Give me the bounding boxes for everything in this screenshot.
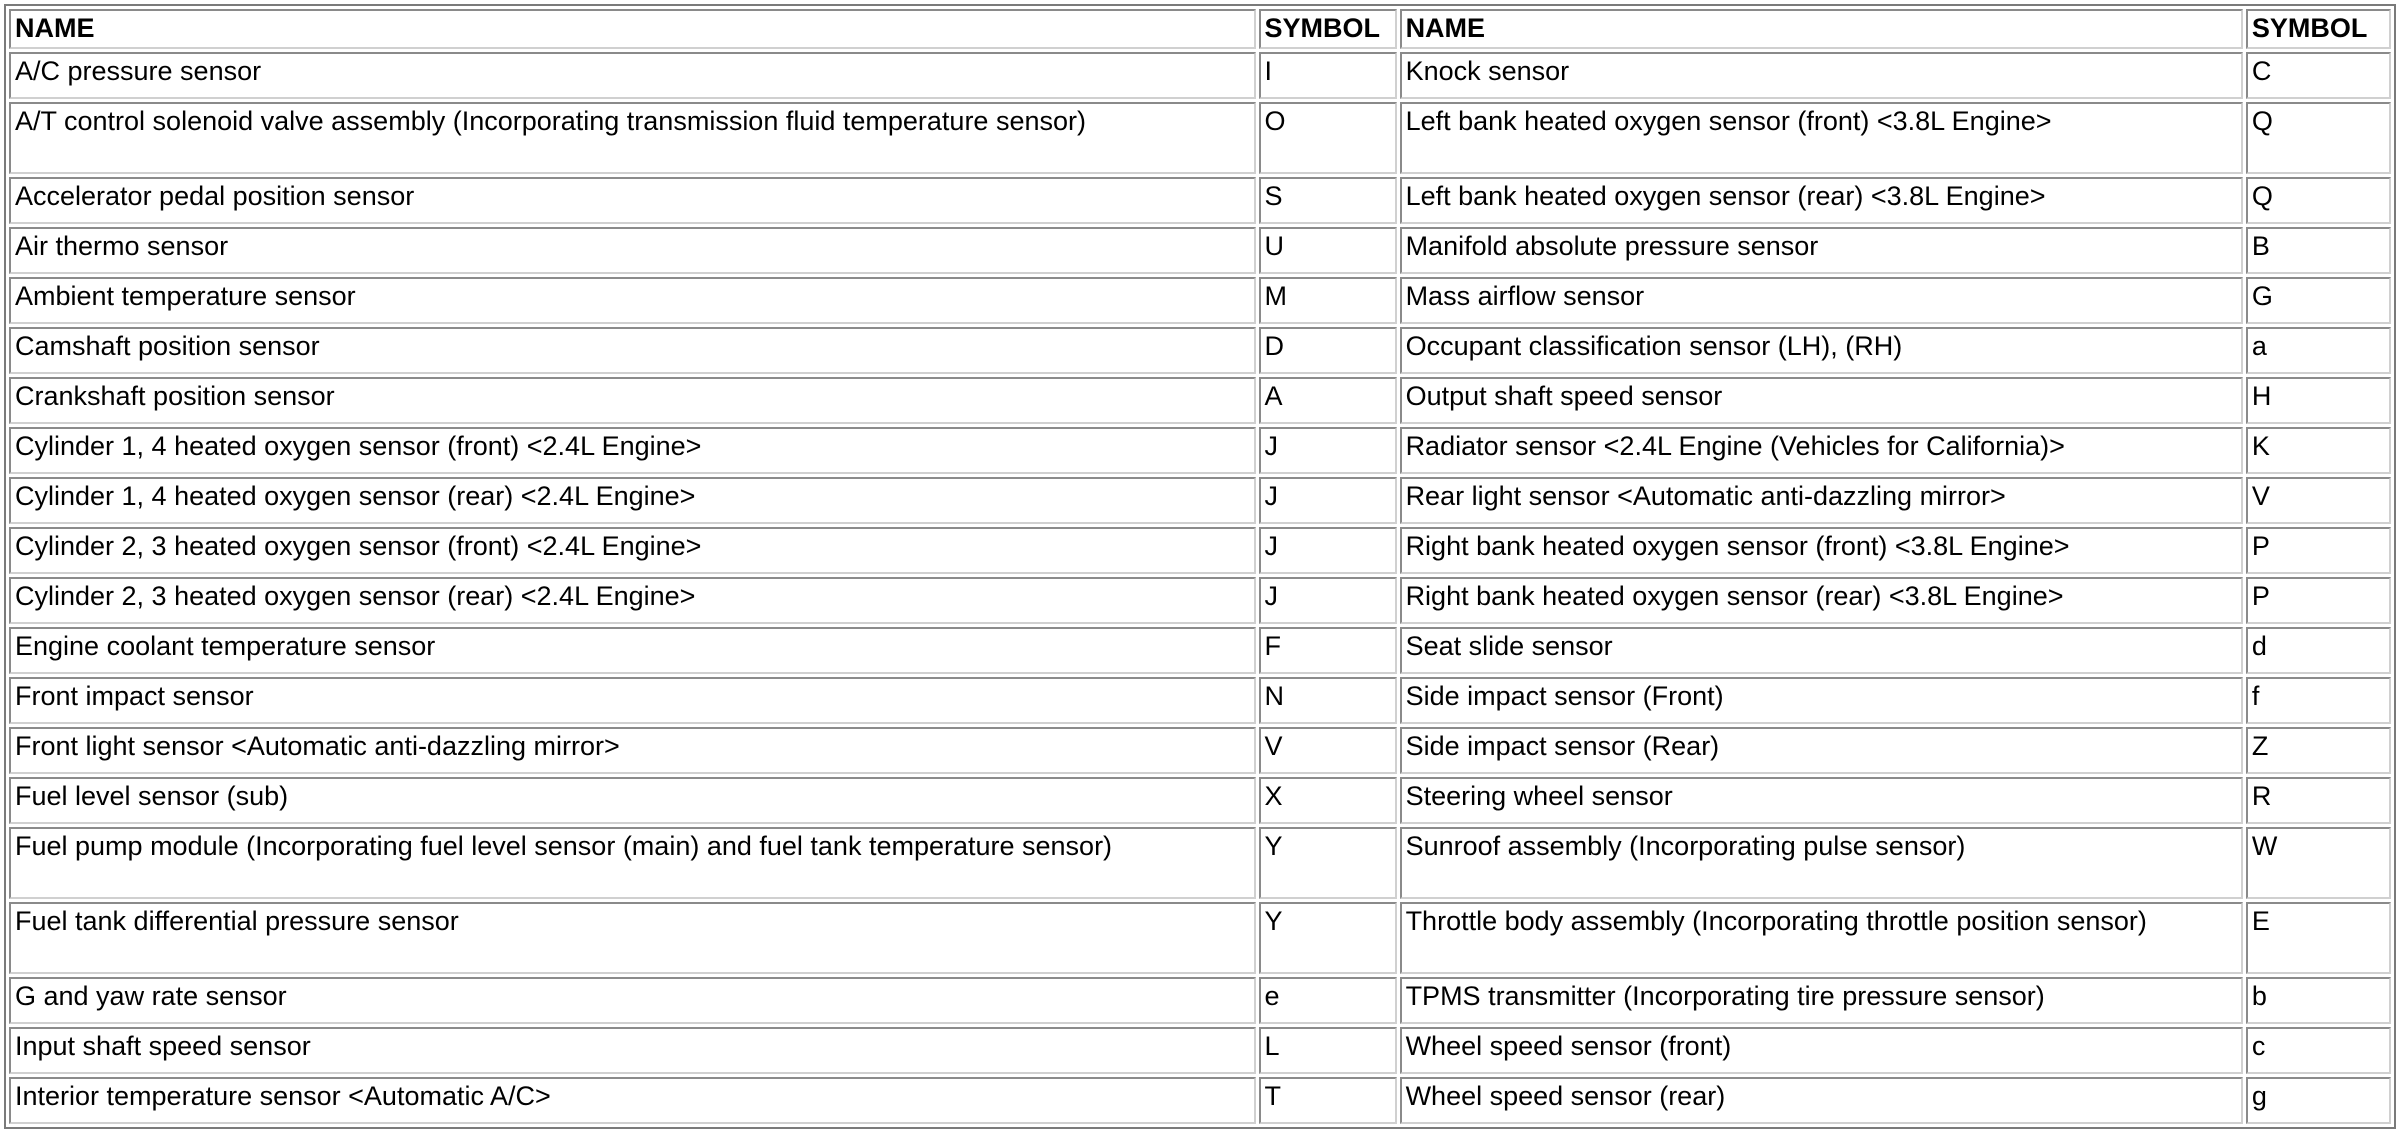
left-name-cell: Ambient temperature sensor xyxy=(9,277,1256,324)
left-symbol-cell: A xyxy=(1259,377,1397,424)
left-name-cell: Cylinder 2, 3 heated oxygen sensor (front) <2.4L Engine> xyxy=(9,527,1256,574)
left-name-cell: Engine coolant temperature sensor xyxy=(9,627,1256,674)
right-name-cell: Radiator sensor <2.4L Engine (Vehicles for California)> xyxy=(1400,427,2243,474)
left-symbol-cell: Y xyxy=(1259,902,1397,974)
column-header-symbol-right: SYMBOL xyxy=(2246,9,2391,49)
right-name-cell: Side impact sensor (Rear) xyxy=(1400,727,2243,774)
left-name-cell: Cylinder 2, 3 heated oxygen sensor (rear) <2.4L Engine> xyxy=(9,577,1256,624)
right-symbol-cell: B xyxy=(2246,227,2391,274)
table-row xyxy=(9,627,2391,674)
right-name-cell: Sunroof assembly (Incorporating pulse sensor) xyxy=(1400,827,2243,899)
left-name-cell: G and yaw rate sensor xyxy=(9,977,1256,1024)
right-name-cell: Occupant classification sensor (LH), (RH) xyxy=(1400,327,2243,374)
sensor-symbol-table xyxy=(4,4,2396,1129)
table-row xyxy=(9,1027,2391,1074)
left-symbol-cell: V xyxy=(1259,727,1397,774)
left-name-cell: A/T control solenoid valve assembly (Incorporating transmission fluid temperature sensor) xyxy=(9,102,1256,174)
table-row xyxy=(9,777,2391,824)
right-name-cell: Right bank heated oxygen sensor (rear) <3.8L Engine> xyxy=(1400,577,2243,624)
table-row xyxy=(9,1077,2391,1124)
table-header-row xyxy=(9,9,2391,49)
right-symbol-cell: a xyxy=(2246,327,2391,374)
right-name-cell: Mass airflow sensor xyxy=(1400,277,2243,324)
right-name-cell: Seat slide sensor xyxy=(1400,627,2243,674)
left-name-cell: Interior temperature sensor <Automatic A/C> xyxy=(9,1077,1256,1124)
right-name-cell: Wheel speed sensor (front) xyxy=(1400,1027,2243,1074)
left-symbol-cell: I xyxy=(1259,52,1397,99)
column-header-symbol-left: SYMBOL xyxy=(1259,9,1397,49)
right-symbol-cell: c xyxy=(2246,1027,2391,1074)
left-symbol-cell: S xyxy=(1259,177,1397,224)
left-symbol-cell: O xyxy=(1259,102,1397,174)
table-row xyxy=(9,902,2391,974)
left-name-cell: Camshaft position sensor xyxy=(9,327,1256,374)
left-name-cell: Air thermo sensor xyxy=(9,227,1256,274)
left-symbol-cell: F xyxy=(1259,627,1397,674)
table-row xyxy=(9,277,2391,324)
table-row xyxy=(9,227,2391,274)
right-name-cell: TPMS transmitter (Incorporating tire pressure sensor) xyxy=(1400,977,2243,1024)
left-symbol-cell: U xyxy=(1259,227,1397,274)
left-symbol-cell: J xyxy=(1259,427,1397,474)
right-name-cell: Left bank heated oxygen sensor (front) <3.8L Engine> xyxy=(1400,102,2243,174)
table-row xyxy=(9,102,2391,174)
sensor-table-container xyxy=(4,4,2396,1129)
left-symbol-cell: N xyxy=(1259,677,1397,724)
table-row xyxy=(9,827,2391,899)
right-symbol-cell: E xyxy=(2246,902,2391,974)
right-symbol-cell: R xyxy=(2246,777,2391,824)
left-name-cell: Fuel pump module (Incorporating fuel level sensor (main) and fuel tank temperature sensor) xyxy=(9,827,1256,899)
right-symbol-cell: H xyxy=(2246,377,2391,424)
table-row xyxy=(9,977,2391,1024)
table-row xyxy=(9,327,2391,374)
left-name-cell: Front impact sensor xyxy=(9,677,1256,724)
left-symbol-cell: T xyxy=(1259,1077,1397,1124)
left-name-cell: Fuel level sensor (sub) xyxy=(9,777,1256,824)
right-symbol-cell: Q xyxy=(2246,102,2391,174)
column-header-name-left: NAME xyxy=(9,9,1256,49)
left-name-cell: Input shaft speed sensor xyxy=(9,1027,1256,1074)
right-symbol-cell: W xyxy=(2246,827,2391,899)
left-name-cell: Accelerator pedal position sensor xyxy=(9,177,1256,224)
left-symbol-cell: L xyxy=(1259,1027,1397,1074)
left-symbol-cell: J xyxy=(1259,527,1397,574)
left-name-cell: Cylinder 1, 4 heated oxygen sensor (rear) <2.4L Engine> xyxy=(9,477,1256,524)
right-name-cell: Side impact sensor (Front) xyxy=(1400,677,2243,724)
left-symbol-cell: J xyxy=(1259,577,1397,624)
right-symbol-cell: b xyxy=(2246,977,2391,1024)
right-name-cell: Steering wheel sensor xyxy=(1400,777,2243,824)
right-name-cell: Throttle body assembly (Incorporating throttle position sensor) xyxy=(1400,902,2243,974)
right-name-cell: Left bank heated oxygen sensor (rear) <3.8L Engine> xyxy=(1400,177,2243,224)
left-name-cell: Fuel tank differential pressure sensor xyxy=(9,902,1256,974)
table-row xyxy=(9,427,2391,474)
table-row xyxy=(9,477,2391,524)
left-symbol-cell: e xyxy=(1259,977,1397,1024)
right-symbol-cell: g xyxy=(2246,1077,2391,1124)
table-row xyxy=(9,377,2391,424)
left-name-cell: Cylinder 1, 4 heated oxygen sensor (front) <2.4L Engine> xyxy=(9,427,1256,474)
left-symbol-cell: Y xyxy=(1259,827,1397,899)
table-row xyxy=(9,727,2391,774)
column-header-name-right: NAME xyxy=(1400,9,2243,49)
right-symbol-cell: G xyxy=(2246,277,2391,324)
right-symbol-cell: f xyxy=(2246,677,2391,724)
right-name-cell: Rear light sensor <Automatic anti-dazzling mirror> xyxy=(1400,477,2243,524)
right-name-cell: Wheel speed sensor (rear) xyxy=(1400,1077,2243,1124)
table-row xyxy=(9,677,2391,724)
right-symbol-cell: P xyxy=(2246,527,2391,574)
right-symbol-cell: C xyxy=(2246,52,2391,99)
table-row xyxy=(9,527,2391,574)
left-symbol-cell: X xyxy=(1259,777,1397,824)
left-symbol-cell: D xyxy=(1259,327,1397,374)
right-symbol-cell: d xyxy=(2246,627,2391,674)
table-row xyxy=(9,52,2391,99)
left-name-cell: Crankshaft position sensor xyxy=(9,377,1256,424)
left-name-cell: A/C pressure sensor xyxy=(9,52,1256,99)
right-symbol-cell: Q xyxy=(2246,177,2391,224)
right-symbol-cell: V xyxy=(2246,477,2391,524)
table-row xyxy=(9,577,2391,624)
table-row xyxy=(9,177,2391,224)
right-symbol-cell: Z xyxy=(2246,727,2391,774)
right-symbol-cell: P xyxy=(2246,577,2391,624)
left-name-cell: Front light sensor <Automatic anti-dazzling mirror> xyxy=(9,727,1256,774)
left-symbol-cell: M xyxy=(1259,277,1397,324)
right-name-cell: Knock sensor xyxy=(1400,52,2243,99)
table-body xyxy=(9,52,2391,1124)
right-symbol-cell: K xyxy=(2246,427,2391,474)
left-symbol-cell: J xyxy=(1259,477,1397,524)
right-name-cell: Right bank heated oxygen sensor (front) <3.8L Engine> xyxy=(1400,527,2243,574)
right-name-cell: Manifold absolute pressure sensor xyxy=(1400,227,2243,274)
right-name-cell: Output shaft speed sensor xyxy=(1400,377,2243,424)
